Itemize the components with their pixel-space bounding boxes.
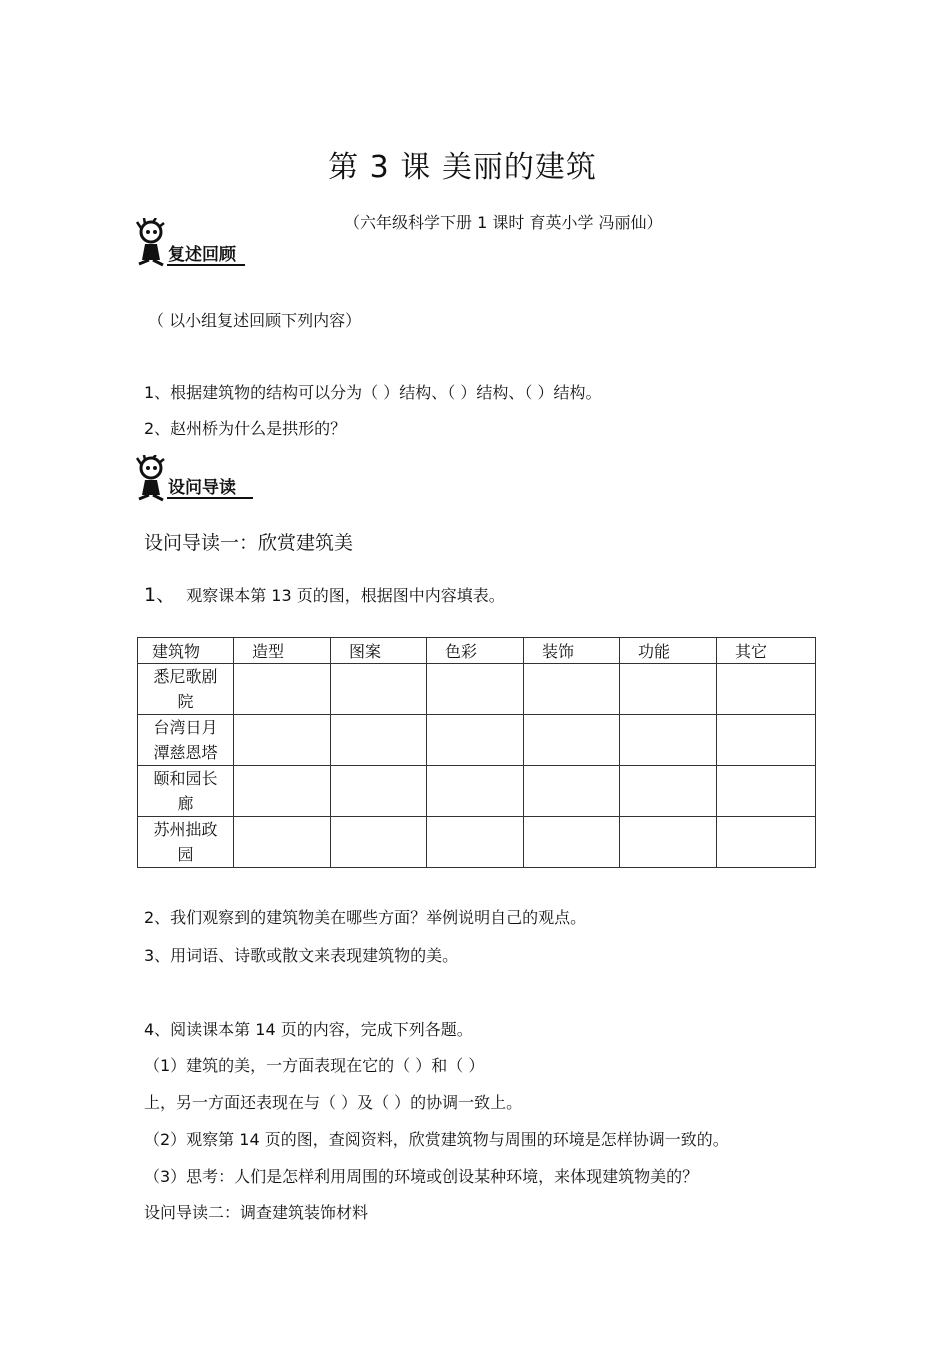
guide-question-4-1-line1: （1）建筑的美，一方面表现在它的（ ）和（ ） (144, 1056, 485, 1075)
table-header: 建筑物 (138, 638, 234, 664)
guide-question-2: 2、我们观察到的建筑物美在哪些方面？举例说明自己的观点。 (144, 908, 587, 927)
review-instruction: （ 以小组复述回顾下列内容） (148, 311, 362, 330)
building-name-line: 潭慈恩塔 (153, 743, 218, 762)
answer-cell[interactable] (717, 664, 816, 715)
building-name-cell (138, 817, 234, 868)
section-2-title: 设问导读二：调查建筑装饰材料 (144, 1203, 369, 1222)
answer-cell[interactable] (717, 817, 816, 868)
guide-question-4-2: （2）观察第 14 页的图，查阅资料，欣赏建筑物与周围的环境是怎样协调一致的。 (144, 1130, 729, 1149)
answer-cell[interactable] (717, 715, 816, 766)
table-header: 图案 (331, 638, 427, 664)
building-name-line: 园 (177, 845, 194, 864)
guide-badge-logo (135, 455, 260, 503)
answer-cell[interactable] (234, 766, 331, 817)
answer-cell[interactable] (427, 817, 524, 868)
answer-cell[interactable] (620, 766, 717, 817)
svg-text:设问导读: 设问导读 (168, 478, 236, 498)
building-name-line: 院 (177, 692, 194, 711)
table-header: 功能 (620, 638, 717, 664)
review-question-1: 1、根据建筑物的结构可以分为（ ）结构、（ ）结构、（ ）结构。 (144, 383, 602, 402)
building-name-line: 颐和园长 (153, 769, 218, 788)
svg-text:复述回顾: 复述回顾 (168, 245, 236, 265)
review-question-2: 2、赵州桥为什么是拱形的？ (144, 419, 347, 438)
answer-cell[interactable] (234, 817, 331, 868)
answer-cell[interactable] (331, 715, 427, 766)
answer-cell[interactable] (427, 664, 524, 715)
guide-item-1-text: 观察课本第 13 页的图，根据图中内容填表。 (186, 586, 505, 605)
building-name-line: 苏州拙政 (153, 820, 218, 839)
table-row (138, 715, 816, 766)
answer-cell[interactable] (524, 766, 620, 817)
cartoon-figure-icon (137, 455, 164, 500)
answer-cell[interactable] (427, 766, 524, 817)
table-row (138, 817, 816, 868)
guide-question-4-1-line2: 上，另一方面还表现在与（ ）及（ ）的协调一致上。 (144, 1093, 523, 1112)
answer-cell[interactable] (620, 817, 717, 868)
building-name-cell (138, 766, 234, 817)
answer-cell[interactable] (524, 817, 620, 868)
building-name-line: 悉尼歌剧 (153, 667, 218, 686)
building-name-line: 廊 (177, 794, 194, 813)
table-header: 装饰 (524, 638, 620, 664)
table-header: 色彩 (427, 638, 524, 664)
guide-item-1-number: 1、 (144, 584, 176, 606)
guide-question-4: 4、阅读课本第 14 页的内容，完成下列各题。 (144, 1020, 473, 1039)
guide-question-3: 3、用词语、诗歌或散文来表现建筑物的美。 (144, 946, 459, 965)
answer-cell[interactable] (524, 715, 620, 766)
section-1-title: 设问导读一：欣赏建筑美 (144, 532, 354, 554)
guide-question-4-3: （3）思考：人们是怎样利用周围的环境或创设某种环境，来体现建筑物美的？ (144, 1167, 699, 1186)
table-header-row (138, 638, 816, 664)
table-header: 造型 (234, 638, 331, 664)
answer-cell[interactable] (331, 817, 427, 868)
building-table (137, 637, 816, 868)
answer-cell[interactable] (234, 715, 331, 766)
building-name-line: 台湾日月 (153, 718, 218, 737)
building-name-cell (138, 715, 234, 766)
guide-item-1 (144, 580, 505, 607)
table-row (138, 664, 816, 715)
answer-cell[interactable] (620, 715, 717, 766)
table-row (138, 766, 816, 817)
answer-cell[interactable] (427, 715, 524, 766)
answer-cell[interactable] (331, 766, 427, 817)
cartoon-figure-icon (137, 218, 164, 265)
answer-cell[interactable] (717, 766, 816, 817)
page-title: 第 3 课 美丽的建筑 (328, 150, 597, 185)
answer-cell[interactable] (620, 664, 717, 715)
answer-cell[interactable] (331, 664, 427, 715)
page-subtitle: （六年级科学下册 1 课时 育英小学 冯丽仙） (344, 213, 663, 232)
answer-cell[interactable] (234, 664, 331, 715)
answer-cell[interactable] (524, 664, 620, 715)
review-badge-logo (135, 218, 250, 270)
table-header: 其它 (717, 638, 816, 664)
building-name-cell (138, 664, 234, 715)
